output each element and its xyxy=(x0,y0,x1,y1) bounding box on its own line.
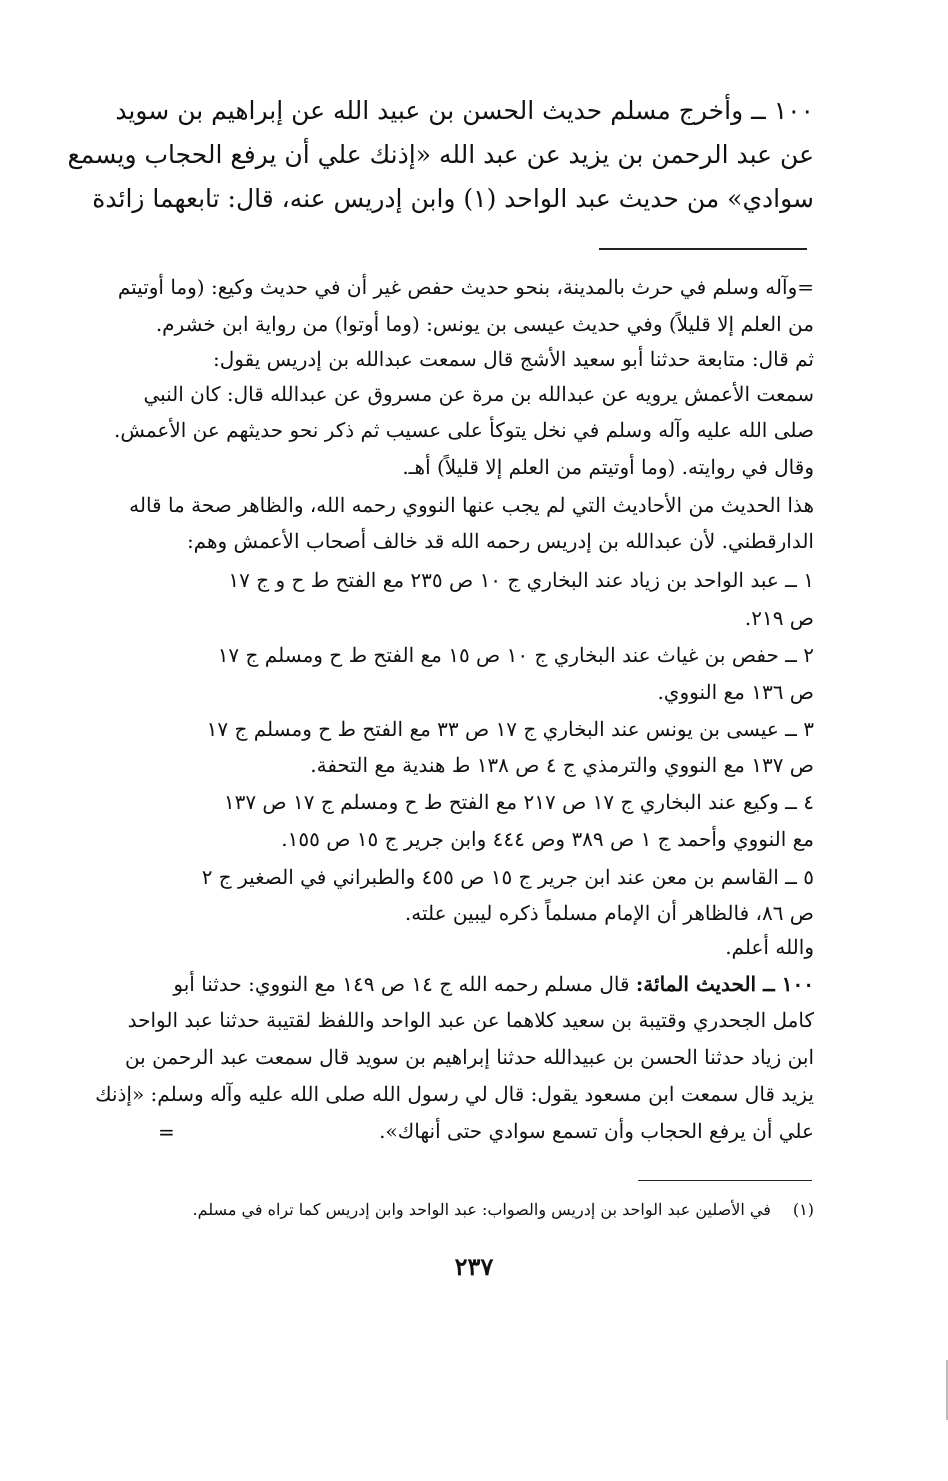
hadith-line: علي أن يرفع الحجاب وأن تسمع سوادي حتى أنهاك». xyxy=(379,1119,814,1143)
commentary-line: وقال في روايته. (وما أوتيتم من العلم إلا قليلاً) أهـ. xyxy=(402,455,814,479)
commentary-line: ص ١٣٦ مع النووي. xyxy=(657,680,814,704)
top-line-3: سوادي» من حديث عبد الواحد (١) وابن إدريس عنه، قال: تابعهما زائدة xyxy=(92,184,814,213)
footnote-marker: (١) xyxy=(792,1200,814,1219)
page-number: ٢٣٧ xyxy=(454,1252,494,1281)
commentary-line: =وآله وسلم في حرث بالمدينة، بنحو حديث حفص غير أن في حديث وكيع: (وما أوتيتم xyxy=(117,275,814,299)
hadith-line-1 xyxy=(131,972,814,996)
commentary-line: مع النووي وأحمد ج ١ ص ٣٨٩ وص ٤٤٤ وابن جرير ج ١٥ ص ١٥٥. xyxy=(281,827,814,851)
commentary-line: ص ٢١٩. xyxy=(744,606,814,630)
commentary-line: الدارقطني. لأن عبدالله بن إدريس رحمه الله قد خالف أصحاب الأعمش وهم: xyxy=(186,529,814,553)
footnote-text: في الأصلين عبد الواحد بن إدريس والصواب: عبد الواحد وابن إدريس كما تراه في مسلم. xyxy=(192,1200,771,1219)
commentary-line: ٥ ــ القاسم بن معن عند ابن جرير ج ١٥ ص ٤٥٥ والطبراني في الصغير ج ٢ xyxy=(201,865,814,889)
footnote xyxy=(134,1200,814,1219)
commentary-line: ٤ ــ وكيع عند البخاري ج ١٧ ص ٢١٧ مع الفتح ط ح ومسلم ج ١٧ ص ١٣٧ xyxy=(223,790,814,814)
commentary-line: من العلم إلا قليلاً) وفي حديث عيسى بن يونس: (وما أوتوا) من رواية ابن خشرم. xyxy=(155,312,814,336)
footnote-separator-bottom xyxy=(638,1180,812,1181)
top-line-1: ١٠٠ ــ وأخرج مسلم حديث الحسن بن عبيد الله عن إبراهيم بن سويد xyxy=(115,96,814,125)
hadith-heading: ١٠٠ ــ الحديث المائة: xyxy=(635,972,814,996)
top-line-2: عن عبد الرحمن بن يزيد عن عبد الله «إذنك علي أن يرفع الحجاب ويسمع xyxy=(67,140,814,169)
commentary-line: سمعت الأعمش يرويه عن عبدالله بن مرة عن مسروق عن عبدالله قال: كان النبي xyxy=(143,382,814,406)
footnote-separator-top xyxy=(599,248,807,250)
commentary-line: ١ ــ عبد الواحد بن زياد عند البخاري ج ١٠ ص ٢٣٥ مع الفتح ط ح و ج ١٧ xyxy=(228,568,814,592)
commentary-line: ٢ ــ حفص بن غياث عند البخاري ج ١٠ ص ١٥ مع الفتح ط ح ومسلم ج ١٧ xyxy=(217,643,814,667)
hadith-line: ابن زياد حدثنا الحسن بن عبيدالله حدثنا إبراهيم بن سويد قال سمعت عبد الرحمن بن xyxy=(124,1045,814,1069)
continuation-mark: = xyxy=(158,1120,175,1144)
commentary-line: ثم قال: متابعة حدثنا أبو سعيد الأشج قال سمعت عبدالله بن إدريس يقول: xyxy=(213,347,814,371)
hadith-line: كامل الجحدري وقتيبة بن سعيد كلاهما عن عبد الواحد واللفظ لقتيبة حدثنا عبد الواحد xyxy=(127,1008,814,1032)
commentary-line: والله أعلم. xyxy=(725,935,814,959)
commentary-line: ٣ ــ عيسى بن يونس عند البخاري ج ١٧ ص ٣٣ مع الفتح ط ح ومسلم ج ١٧ xyxy=(206,717,814,741)
hadith-line: يزيد قال سمعت ابن مسعود يقول: قال لي رسول الله صلى الله عليه وآله وسلم: «إذنك xyxy=(95,1082,814,1106)
hadith-line-text: قال مسلم رحمه الله ج ١٤ ص ١٤٩ مع النووي: حدثنا أبو xyxy=(173,972,636,996)
commentary-line: ص ٨٦، فالظاهر أن الإمام مسلماً ذكره ليبين علته. xyxy=(404,901,814,925)
commentary-line: ص ١٣٧ مع النووي والترمذي ج ٤ ص ١٣٨ ط هندية مع التحفة. xyxy=(310,753,814,777)
commentary-line: صلى الله عليه وآله وسلم في نخل يتوكأ على عسيب ثم ذكر نحو حديثهم عن الأعمش. xyxy=(113,418,814,442)
commentary-line: هذا الحديث من الأحاديث التي لم يجب عنها النووي رحمه الله، والظاهر صحة ما قاله xyxy=(129,493,814,517)
